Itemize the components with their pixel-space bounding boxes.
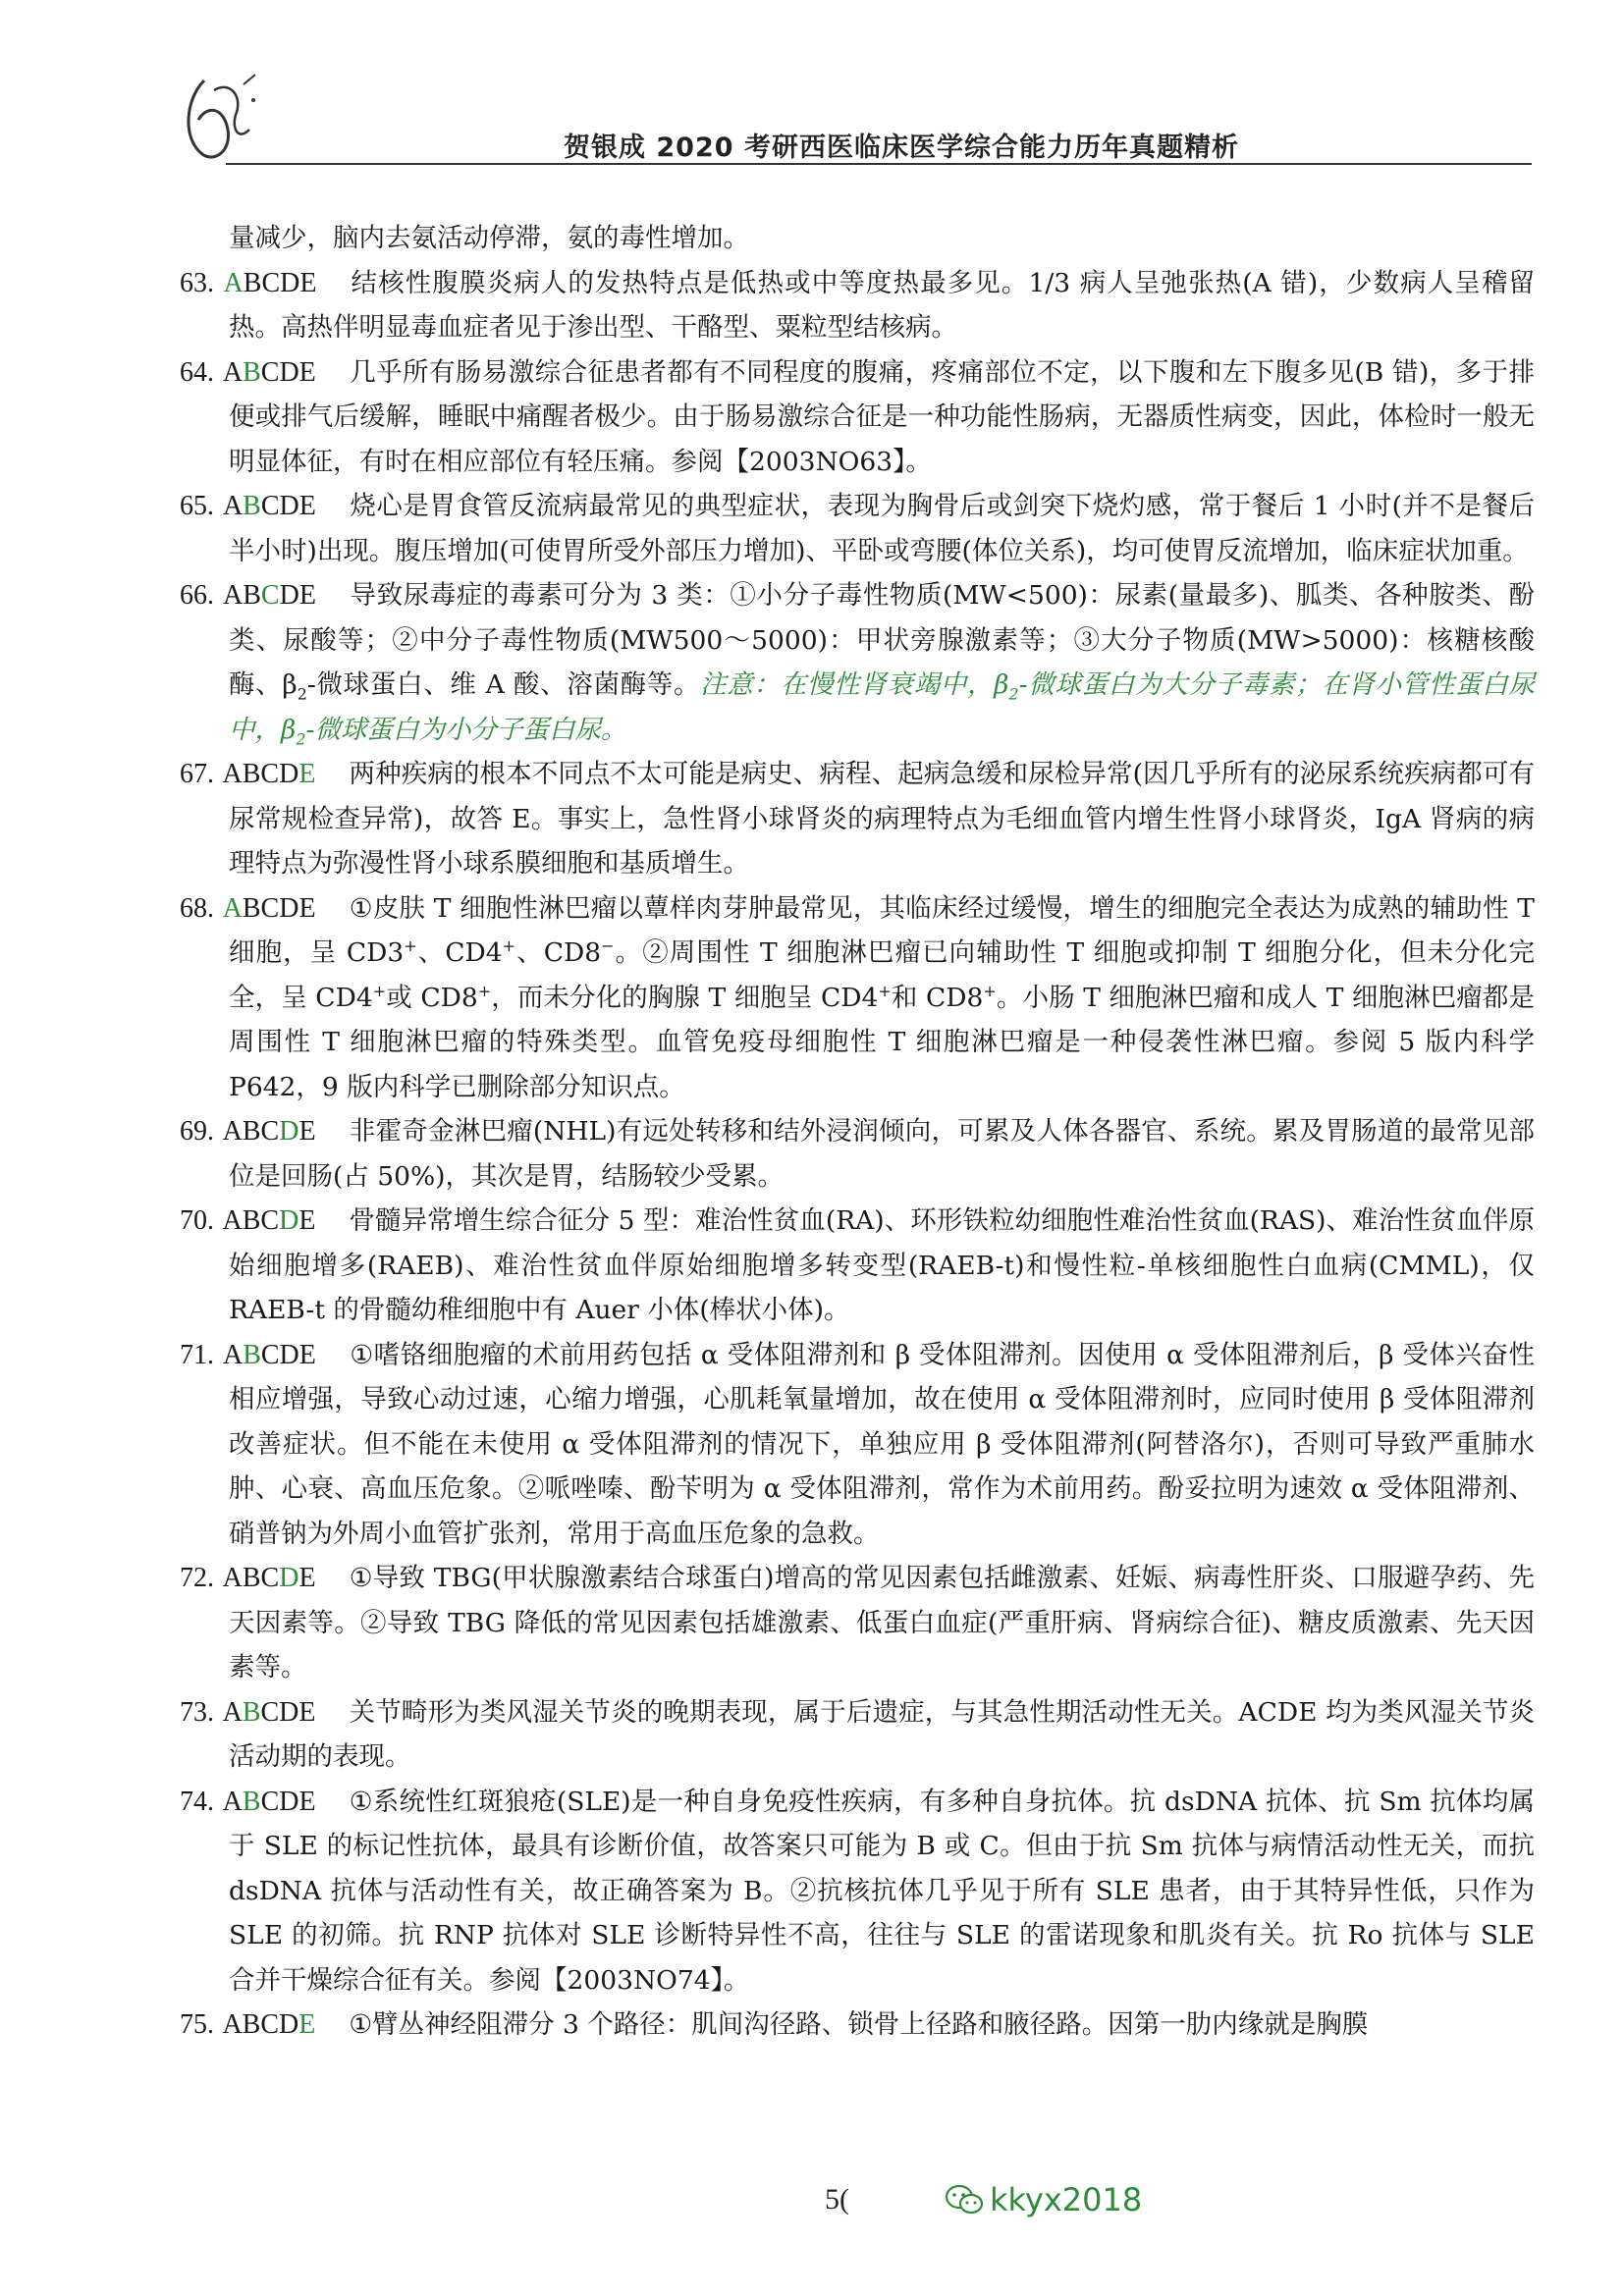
question-71 xyxy=(180,1333,1535,1557)
answer-options: ABCDE xyxy=(222,759,316,789)
explanation-text: 烧心是胃食管反流病最常见的典型症状，表现为胸骨后或剑突下烧灼感，常于餐后 1 小时(并不是餐后半小时)出现。腹压增加(可使胃所受外部压力增加)、平卧或弯腰(体位关系)，均可使胃反流增加，临床症状加重。 xyxy=(229,491,1535,566)
question-number: 73. xyxy=(180,1696,214,1728)
answer-options: ABCDE xyxy=(222,1116,316,1147)
question-number: 70. xyxy=(180,1205,214,1236)
explanation-text: 结核性腹膜炎病人的发热特点是低热或中等度热最多见。1/3 病人呈弛张热(A 错)，少数病人呈稽留热。高热伴明显毒血症者见于渗出型、干酪型、粟粒型结核病。 xyxy=(229,267,1535,343)
answer-choice: B xyxy=(243,491,261,521)
page-number: 5( xyxy=(825,2183,849,2216)
answer-options: ABCDE xyxy=(222,892,316,924)
answer-choice: E xyxy=(298,759,316,789)
question-69 xyxy=(180,1109,1535,1199)
question-63 xyxy=(180,261,1535,350)
intro-line: 量减少，脑内去氨活动停滞，氨的毒性增加。 xyxy=(229,223,749,253)
watermark xyxy=(945,2181,1142,2218)
answer-choice: B xyxy=(242,1786,261,1817)
answer-options: ABCDE xyxy=(222,1786,316,1817)
question-number: 74. xyxy=(180,1786,214,1817)
answer-options: ABCDE xyxy=(222,356,316,388)
question-number: 65. xyxy=(180,491,214,521)
question-70 xyxy=(180,1199,1535,1333)
question-number: 68. xyxy=(180,892,214,924)
answer-options: ABCDE xyxy=(222,1696,316,1728)
answer-choice: D xyxy=(279,1116,299,1147)
answer-choice: B xyxy=(243,1339,261,1370)
answer-choice: D xyxy=(279,1563,299,1593)
question-72 xyxy=(180,1556,1535,1690)
answer-choice: E xyxy=(298,2009,316,2040)
explanation-text: 关节畸形为类风湿关节炎的晚期表现，属于后遗症，与其急性期活动性无关。ACDE 均为类风湿关节炎活动期的表现。 xyxy=(229,1696,1535,1772)
page-header-title: 贺银成 2020 考研西医临床医学综合能力历年真题精析 xyxy=(564,133,1239,163)
explanation-text: ①嗜铬细胞瘤的术前用药包括 α 受体阻滞剂和 β 受体阻滞剂。因使用 α 受体阻滞剂后，β 受体兴奋性相应增强，导致心动过速，心缩力增强，心肌耗氧量增加，故在使用 α 受体阻滞剂时，应同时使用 β 受体阻滞剂改善症状。但不能在未使用 α 受体阻滞剂的情况下，单独应用 β 受体阻滞剂(阿替洛尔)，否则可导致严重肺水肿、心衰、高血压危象。②哌唑嗪、酚苄明为 α 受体阻滞剂，常作为术前用药。酚妥拉明为速效 α 受体阻滞剂、硝普钠为外周小血管扩张剂，常用于高血压危象的急救。 xyxy=(229,1339,1535,1549)
question-number: 69. xyxy=(180,1116,214,1147)
question-number: 63. xyxy=(180,267,214,298)
document-body xyxy=(180,216,1535,2048)
question-number: 75. xyxy=(180,2009,214,2040)
question-number: 72. xyxy=(180,1563,214,1593)
question-74 xyxy=(180,1780,1535,2003)
explanation-text: ①臂丛神经阻滞分 3 个路径：肌间沟径路、锁骨上径路和腋径路。因第一肋内缘就是胸膜 xyxy=(349,2009,1369,2040)
explanation-text: ①导致 TBG(甲状腺激素结合球蛋白)增高的常见因素包括雌激素、妊娠、病毒性肝炎、口服避孕药、先天因素等。②导致 TBG 降低的常见因素包括雄激素、低蛋白血症(严重肝病、肾病综合征)、糖皮质激素、先天因素等。 xyxy=(229,1563,1535,1682)
watermark-text: kkyx2018 xyxy=(990,2181,1143,2218)
explanation-text: 几乎所有肠易激综合征患者都有不同程度的腹痛，疼痛部位不定，以下腹和左下腹多见(B 错)，多于排便或排气后缓解，睡眠中痛醒者极少。由于肠易激综合征是一种功能性肠病，无器质性病变，因此，体检时一般无明显体征，有时在相应部位有轻压痛。参阅【2003NO63】。 xyxy=(229,356,1535,477)
question-64 xyxy=(180,350,1535,485)
answer-options: ABCDE xyxy=(223,267,317,298)
question-67 xyxy=(180,752,1535,886)
answer-choice: D xyxy=(279,1205,299,1236)
answer-options: ABCDE xyxy=(222,1563,316,1593)
answer-options: ABCDE xyxy=(223,580,316,611)
question-75 xyxy=(180,2002,1535,2048)
question-number: 71. xyxy=(180,1339,214,1370)
explanation-text: ①系统性红斑狼疮(SLE)是一种自身免疫性疾病，有多种自身抗体。抗 dsDNA 抗体、抗 Sm 抗体均属于 SLE 的标记性抗体，最具有诊断价值，故答案只可能为 B 或 C。但由于抗 Sm 抗体与病情活动性无关，而抗 dsDNA 抗体与活动性有关，故正确答案为 B。②抗核抗体几乎见于所有 SLE 患者，由于其特异性低，只作为 SLE 的初筛。抗 RNP 抗体对 SLE 诊断特异性不高，往往与 SLE 的雷诺现象和肌炎有关。抗 Ro 抗体与 SLE 合并干燥综合征有关。参阅【2003NO74】。 xyxy=(229,1786,1535,1996)
answer-choice: B xyxy=(243,356,261,388)
wechat-icon xyxy=(945,2184,984,2216)
answer-choice: A xyxy=(223,267,244,298)
answer-options: ABCDE xyxy=(222,2009,316,2040)
question-number: 64. xyxy=(180,356,214,388)
answer-options: ABCDE xyxy=(222,1205,316,1236)
explanation-text: 骨髓异常增生综合征分 5 型：难治性贫血(RA)、环形铁粒幼细胞性难治性贫血(RAS)、难治性贫血伴原始细胞增多(RAEB)、难治性贫血伴原始细胞增多转变型(RAEB-t)和慢性粒-单核细胞性白血病(CMML)，仅 RAEB-t 的骨髓幼稚细胞中有 Auer 小体(棒状小体)。 xyxy=(229,1205,1535,1325)
answer-options: ABCDE xyxy=(222,1339,316,1370)
question-66: 66. ABCDE 导致尿毒症的毒素可分为 3 类：①小分子毒性物质(MW<500)：尿素(量最多)、胍类、各种胺类、酚类、尿酸等；②中分子毒性物质(MW500～5000)：甲状旁腺激素等；③大分子物质(MW>5000)：核糖核酸酶、$\beta_2-$微球蛋白、维 A 酸、溶菌酶等。注意：在慢性肾衰竭中，$\beta_2-$微球蛋白为大分子毒素；在肾小管性蛋白尿中，$\beta_2-$微球蛋白为小分子蛋白尿。 xyxy=(180,580,1535,748)
header-divider xyxy=(226,163,1532,165)
note-text: 注意：在慢性肾衰竭中，$\beta_2-$微球蛋白为大分子毒素；在肾小管性蛋白尿中，$\beta_2-$微球蛋白为小分子蛋白尿。 xyxy=(229,669,1535,748)
answer-options: ABCDE xyxy=(222,491,316,521)
question-number: 66. xyxy=(180,580,214,611)
answer-choice: C xyxy=(260,580,280,611)
question-65 xyxy=(180,484,1535,573)
explanation-text: 导致尿毒症的毒素可分为 3 类：①小分子毒性物质(MW<500)：尿素(量最多)、胍类、各种胺类、酚类、尿酸等；②中分子毒性物质(MW500～5000)：甲状旁腺激素等；③大分子物质(MW>5000)：核糖核酸酶、β xyxy=(229,580,1535,700)
question-number: 67. xyxy=(180,759,214,789)
explanation-text: 两种疾病的根本不同点不太可能是病史、病程、起病急缓和尿检异常(因几乎所有的泌尿系统疾病都可有尿常规检查异常)，故答 E。事实上，急性肾小球肾炎的病理特点为毛细血管内增生性肾小球肾炎，IgA 肾病的病理特点为弥漫性肾小球系膜细胞和基质增生。 xyxy=(229,759,1535,879)
answer-choice: B xyxy=(242,1696,261,1728)
question-73 xyxy=(180,1690,1535,1780)
explanation-text: 非霍奇金淋巴瘤(NHL)有远处转移和结外浸润倾向，可累及人体各器官、系统。累及胃肠道的最常见部位是回肠(占 50%)，其次是胃，结肠较少受累。 xyxy=(229,1116,1535,1192)
answer-choice: A xyxy=(222,892,243,924)
question-68: 68. ABCDE ①皮肤 T 细胞性淋巴瘤以蕈样肉芽肿最常见，其临床经过缓慢，增生的细胞完全表达为成熟的辅助性 T 细胞，呈 CD3+、CD4+、CD8−。②周围性 T 细胞淋巴瘤已向辅助性 T 细胞或抑制 T 细胞分化，但未分化完全，呈 CD4+或 CD8+，而未分化的胸腺 T 细胞呈 CD4+和 CD8+。小肠 T 细胞淋巴瘤和成人 T 细胞淋巴瘤都是周围性 T 细胞淋巴瘤的特殊类型。血管免疫母细胞性 T 细胞淋巴瘤是一种侵袭性淋巴瘤。参阅 5 版内科学 P642，9 版内科学已删除部分知识点。 xyxy=(180,892,1536,1102)
logo-signature xyxy=(175,61,265,169)
